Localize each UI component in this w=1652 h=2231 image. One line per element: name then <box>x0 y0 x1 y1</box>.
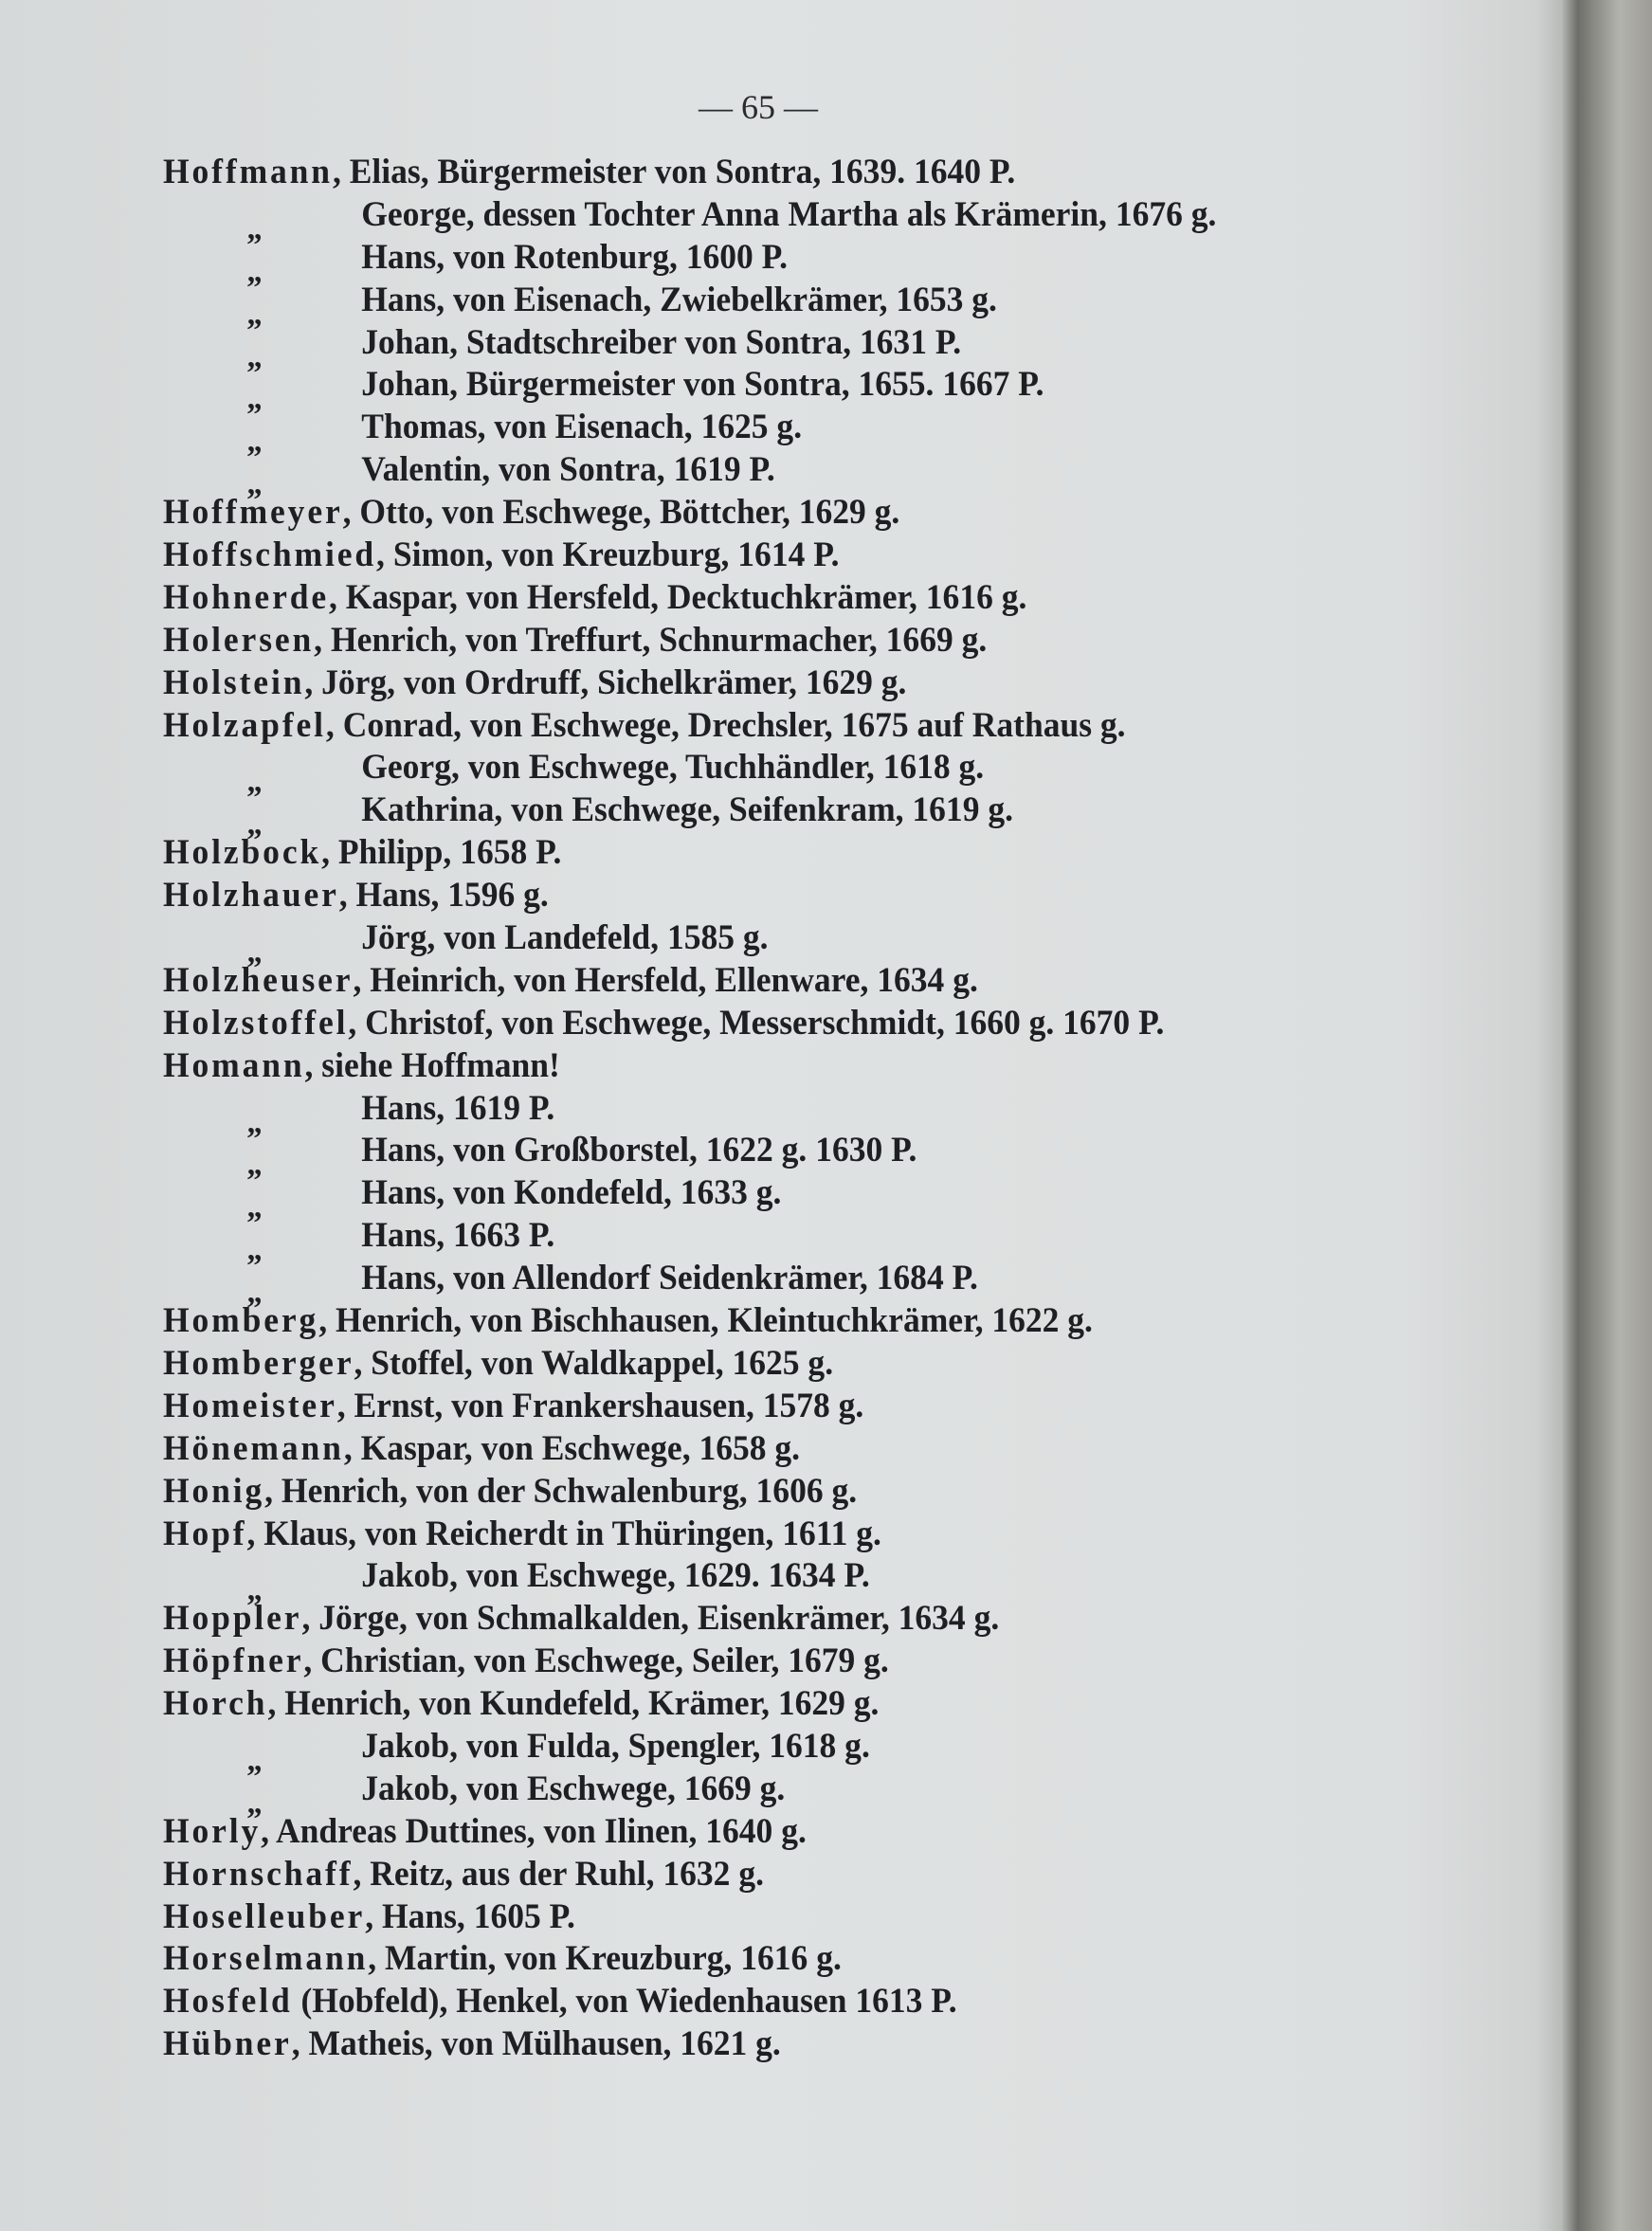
entry-text: Jakob, von Eschwege, 1629. 1634 P. <box>361 1556 870 1596</box>
entry <box>163 1471 1455 1514</box>
entry-text: , Henrich, von Bischhausen, Kleintuchkrämer, 1622 g. <box>318 1301 1093 1341</box>
entry-continuation <box>163 1215 1455 1268</box>
entry-surname: Homberger <box>163 1343 354 1383</box>
ditto-mark: „ <box>246 764 263 800</box>
entry-text: Hans, 1619 P. <box>361 1088 555 1128</box>
entry-surname: Homeister <box>163 1386 337 1425</box>
entry <box>163 1300 1455 1343</box>
entry-text: , Philipp, 1658 P. <box>321 833 562 873</box>
entry-surname: Homann <box>163 1045 305 1085</box>
entry-continuation <box>163 789 1455 843</box>
entry <box>163 492 1455 535</box>
entry-continuation <box>163 1130 1455 1183</box>
ditto-mark: „ <box>246 1785 263 1821</box>
entry-surname: Hoffmeyer <box>163 493 343 533</box>
ditto-mark: „ <box>246 807 263 843</box>
entry-surname: Holzapfel <box>163 705 326 745</box>
entry-text: , Martin, von Kreuzburg, 1616 g. <box>368 1939 842 1979</box>
entry <box>163 1003 1455 1045</box>
entry-text: , Heinrich, von Hersfeld, Ellenware, 1634 g. <box>353 960 978 1000</box>
entry-continuation <box>163 1258 1455 1311</box>
entry-continuation <box>163 1726 1455 1778</box>
ditto-mark: „ <box>246 210 263 246</box>
entry <box>163 1343 1455 1386</box>
ditto-mark: „ <box>246 1189 263 1225</box>
entry-surname: Holersen <box>163 620 315 660</box>
entry <box>163 1854 1455 1896</box>
entry-text: , Kaspar, von Eschwege, 1658 g. <box>343 1428 801 1468</box>
entry-text: , Simon, von Kreuzburg, 1614 P. <box>376 535 840 575</box>
entry-continuation <box>163 194 1455 246</box>
entry <box>163 662 1455 705</box>
entry-text: , Elias, Bürgermeister von Sontra, 1639. 1640 P. <box>332 153 1016 191</box>
entry <box>163 1386 1455 1428</box>
entry <box>163 2023 1455 2066</box>
entry-text: Thomas, von Eisenach, 1625 g. <box>361 408 803 447</box>
entry <box>163 1896 1455 1939</box>
entry-continuation <box>163 237 1455 289</box>
ditto-mark: „ <box>246 1275 263 1311</box>
entry-text: , Jörg, von Ordruff, Sichelkrämer, 1629 g. <box>304 662 907 702</box>
entry-text: Johan, Bürgermeister von Sontra, 1655. 1667 P. <box>361 365 1044 405</box>
entry-text: Jakob, von Eschwege, 1669 g. <box>361 1768 786 1808</box>
entry-text: , siehe Hoffmann! <box>304 1045 560 1085</box>
page-number: — 65 — <box>699 88 818 126</box>
entry <box>163 1938 1455 1981</box>
entry-text: , Henrich, von der Schwalenburg, 1606 g. <box>264 1471 858 1511</box>
entry-surname: Hoffmann <box>163 153 333 191</box>
ditto-mark: „ <box>246 1742 263 1778</box>
entry-text: Hans, von Großborstel, 1622 g. 1630 P. <box>361 1131 917 1170</box>
entry <box>163 1598 1455 1641</box>
entry-continuation <box>163 449 1455 502</box>
entry-continuation <box>163 322 1455 374</box>
entry <box>163 1045 1455 1088</box>
entry-text: , Jörge, von Schmalkalden, Eisenkrämer, 1634 g. <box>301 1599 1000 1639</box>
entry-surname: Hosfeld <box>163 1982 293 2022</box>
entry-surname: Hönemann <box>163 1428 344 1468</box>
entry-text: , Matheis, von Mülhausen, 1621 g. <box>291 2024 781 2064</box>
entry-continuation <box>163 280 1455 332</box>
entry <box>163 875 1455 917</box>
entry-text: , Henrich, von Kundefeld, Krämer, 1629 g. <box>267 1684 880 1724</box>
register-entries <box>163 152 1509 2066</box>
entry-text: , Hans, 1596 g. <box>338 876 549 916</box>
entry-surname: Horselmann <box>163 1939 369 1979</box>
entry-text: (Hobfeld), Henkel, von Wiedenhausen 1613 P. <box>292 1982 957 2022</box>
entry-text: Jakob, von Fulda, Spengler, 1618 g. <box>361 1726 870 1766</box>
ditto-mark: „ <box>246 934 263 970</box>
entry <box>163 1683 1455 1726</box>
entry-surname: Horch <box>163 1684 268 1724</box>
entry-continuation <box>163 1768 1455 1821</box>
entry-continuation <box>163 747 1455 800</box>
entry-text: , Klaus, von Reicherdt in Thüringen, 1611 g. <box>246 1514 881 1553</box>
entry-text: Hans, von Kondefeld, 1633 g. <box>361 1173 782 1213</box>
entry-continuation <box>163 364 1455 417</box>
entry-text: , Conrad, von Eschwege, Drechsler, 1675 auf Rathaus g. <box>325 705 1126 745</box>
ditto-mark: „ <box>246 1572 263 1608</box>
entry-text: , Andreas Duttines, von Ilinen, 1640 g. <box>261 1811 807 1851</box>
entry-text: George, dessen Tochter Anna Martha als Krämerin, 1676 g. <box>361 194 1217 234</box>
entry-text: , Christof, von Eschwege, Messerschmidt, 1660 g. 1670 P. <box>348 1003 1165 1043</box>
entry <box>163 577 1455 620</box>
entry-surname: Holzbock <box>163 833 322 873</box>
entry-surname: Hoffschmied <box>163 535 377 575</box>
entry-text: Kathrina, von Eschwege, Seifenkram, 1619 g. <box>361 790 1013 830</box>
entry-text: , Stoffel, von Waldkappel, 1625 g. <box>354 1343 834 1383</box>
ditto-mark: „ <box>246 1147 263 1183</box>
entry-text: , Kaspar, von Hersfeld, Decktuchkrämer, 1616 g. <box>328 577 1027 617</box>
ditto-mark: „ <box>246 1232 263 1268</box>
entry <box>163 1981 1455 2023</box>
entry-text: , Christian, von Eschwege, Seiler, 1679 g. <box>303 1642 889 1681</box>
ditto-mark: „ <box>246 338 263 374</box>
entry-continuation <box>163 1172 1455 1225</box>
entry <box>163 620 1455 662</box>
ditto-mark: „ <box>246 1104 263 1140</box>
ditto-mark: „ <box>246 424 263 460</box>
entry-text: , Hans, 1605 P. <box>365 1896 575 1936</box>
entry-surname: Hoselleuber <box>163 1896 366 1936</box>
entry-text: , Otto, von Eschwege, Böttcher, 1629 g. <box>342 493 900 533</box>
entry-surname: Hornschaff <box>163 1854 354 1894</box>
entry-text: Hans, 1663 P. <box>361 1216 555 1256</box>
entry-surname: Hoppler <box>163 1599 302 1639</box>
entry <box>163 1514 1455 1556</box>
entry <box>163 960 1455 1003</box>
ditto-mark: „ <box>246 466 263 502</box>
ditto-mark: „ <box>246 296 263 332</box>
entry-text: Jörg, von Landefeld, 1585 g. <box>361 918 769 958</box>
entry-surname: Hohnerde <box>163 577 329 617</box>
entry-surname: Honig <box>163 1471 265 1511</box>
entry-text: Hans, von Rotenburg, 1600 P. <box>361 237 788 277</box>
entry-text: Georg, von Eschwege, Tuchhändler, 1618 g. <box>361 748 985 788</box>
entry-surname: Horly <box>163 1811 262 1851</box>
entry-text: , Ernst, von Frankershausen, 1578 g. <box>336 1386 864 1425</box>
ditto-mark: „ <box>246 381 263 417</box>
entry-continuation <box>163 407 1455 460</box>
entry-surname: Homberg <box>163 1301 319 1341</box>
entry-text: Valentin, von Sontra, 1619 P. <box>361 450 775 490</box>
entry <box>163 832 1455 875</box>
entry-text: Hans, von Eisenach, Zwiebelkrämer, 1653 g. <box>361 280 997 319</box>
entry-surname: Hübner <box>163 2024 292 2064</box>
entry-text: Johan, Stadtschreiber von Sontra, 1631 P. <box>361 322 962 362</box>
entry-text: Hans, von Allendorf Seidenkrämer, 1684 P. <box>361 1259 978 1298</box>
entry <box>163 705 1455 748</box>
entry-surname: Holzstoffel <box>163 1003 349 1043</box>
entry <box>163 1641 1455 1683</box>
entry-surname: Holzheuser <box>163 960 354 1000</box>
entry <box>163 1811 1455 1854</box>
entry-continuation <box>163 1088 1455 1140</box>
entry-surname: Holzhauer <box>163 876 339 916</box>
entry-continuation <box>163 1555 1455 1608</box>
ditto-mark: „ <box>246 253 263 289</box>
entry-surname: Höpfner <box>163 1642 304 1681</box>
entry-surname: Hopf <box>163 1514 247 1553</box>
entry <box>163 535 1455 577</box>
entry-surname: Holstein <box>163 662 305 702</box>
entry-text: , Henrich, von Treffurt, Schnurmacher, 1669 g. <box>314 620 988 660</box>
entry-text: , Reitz, aus der Ruhl, 1632 g. <box>353 1854 764 1894</box>
entry <box>163 1428 1455 1471</box>
entry-continuation <box>163 917 1455 970</box>
entry <box>163 152 1455 194</box>
